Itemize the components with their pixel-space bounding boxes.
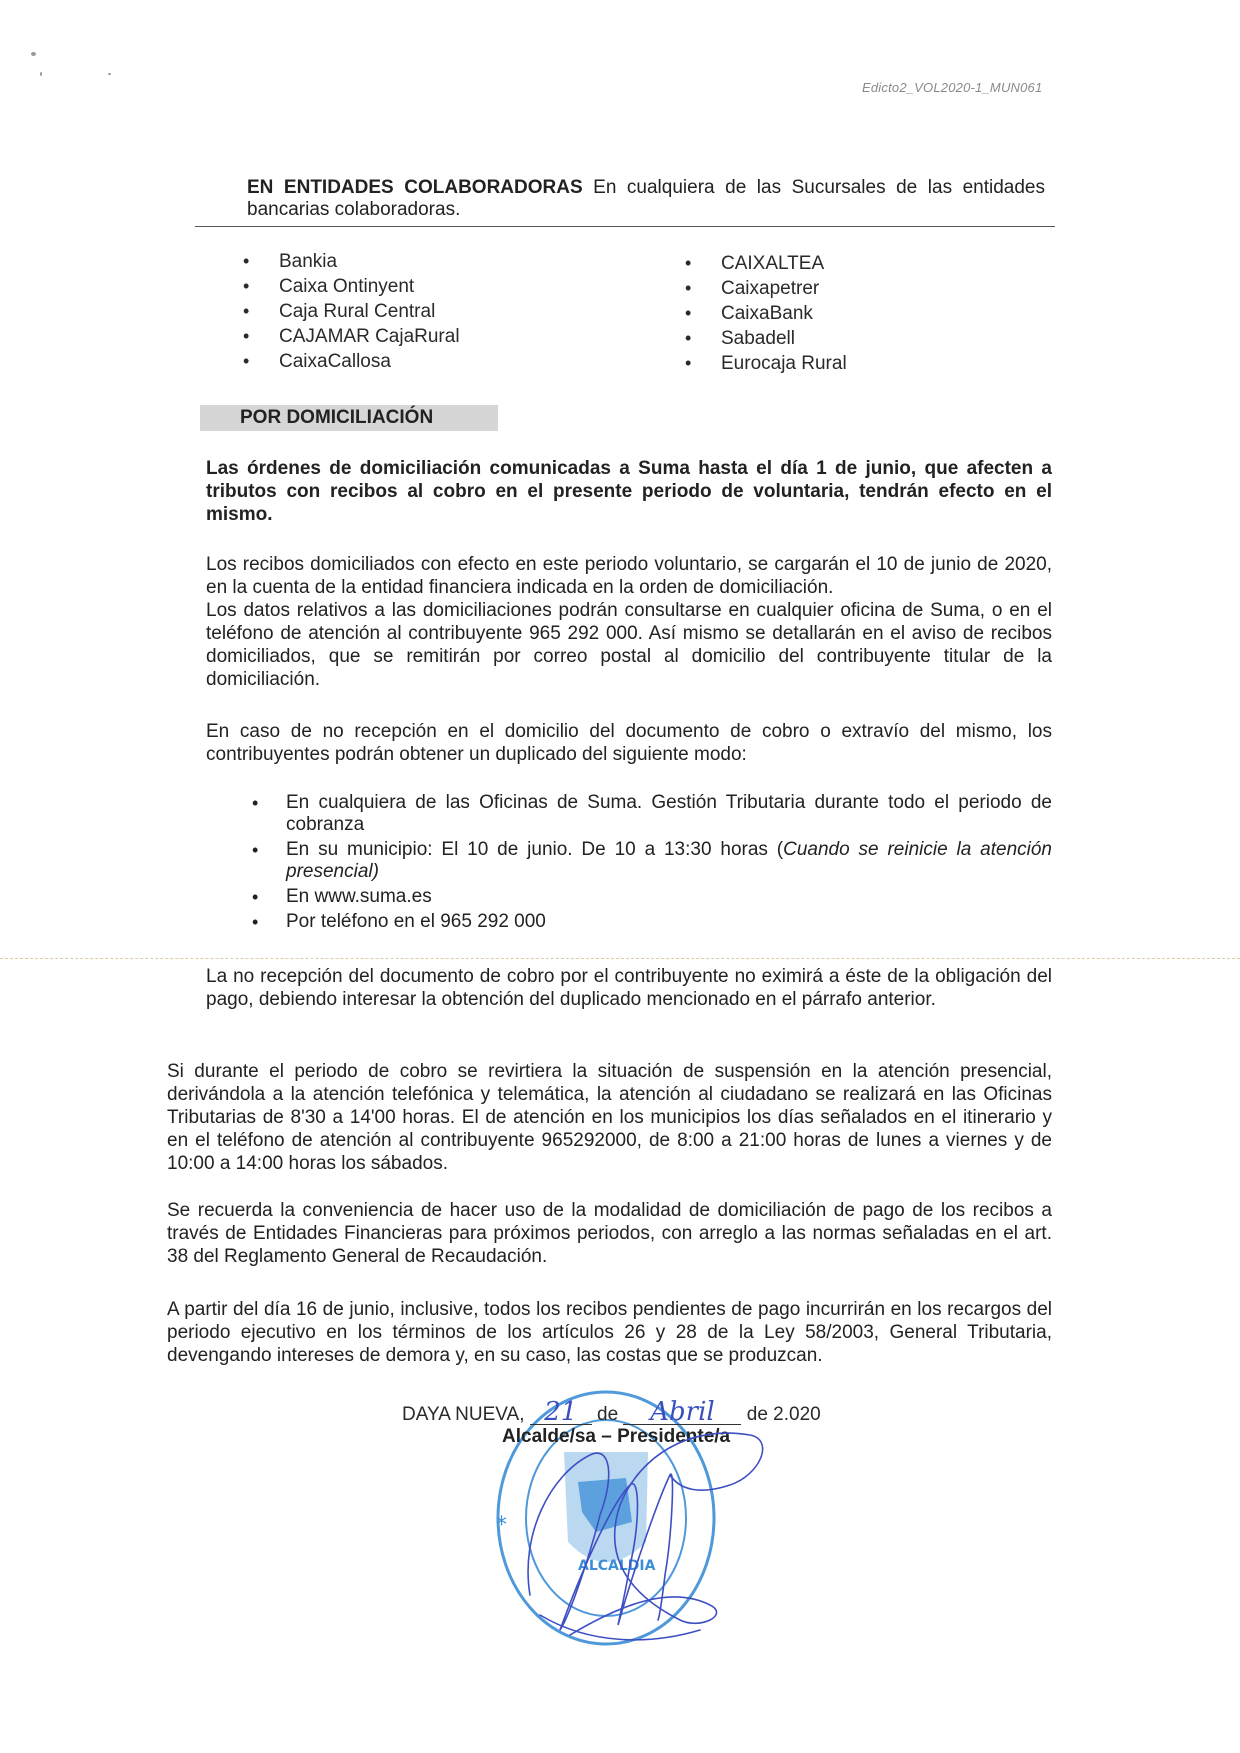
entidades-heading: EN ENTIDADES COLABORADORAS (247, 177, 583, 198)
signature-year: de 2.020 (746, 1404, 821, 1425)
duplicado-intro: En caso de no recepción en el domicilio del documento de cobro o extravío del mismo, los contribuyentes podrán obtener un duplicado del siguiente modo: (206, 721, 1052, 765)
duplicado-option (250, 886, 1052, 908)
signature-day: 21 (530, 1400, 592, 1425)
signature-title: Alcalde/sa – Presidente/a (502, 1426, 731, 1447)
paragraph-reapertura: Si durante el periodo de cobro se revirtiera la situación de suspensión en la atención presencial, derivándola a la atención telefónica y telemática, la atención al ciudadano se realizará en las Oficinas Tributarias de 8'30 a 14'00 horas. El de atención en los municipios los días señalados en el itinerario y en el teléfono de atención al contribuyente 965292000, de 8:00 a 21:00 horas de lunes a viernes y de 10:00 a 14:00 horas los sábados. (167, 1061, 1052, 1174)
signature-month: Abril (623, 1400, 741, 1425)
bank-list-right (683, 251, 983, 376)
stamp-center-text: ALCALDIA (578, 1558, 656, 1574)
stamp-star: * (496, 1513, 507, 1538)
bank-item: • Caixa Ontinyent (241, 274, 541, 299)
duplicado-option (250, 911, 1052, 933)
bank-item: • CaixaCallosa (241, 349, 541, 374)
handwritten-signature (500, 1415, 780, 1655)
scan-speck (108, 73, 111, 75)
duplicado-option (250, 839, 1052, 883)
domiciliacion-bold-paragraph: Las órdenes de domiciliación comunicadas a Suma hasta el día 1 de junio, que afecten a tributos con recibos al cobro en el presente periodo de voluntaria, tendrán efecto en el mismo. (206, 458, 1052, 525)
domiciliacion-paragraph-2: Los datos relativos a las domiciliaciones podrán consultarse en cualquier oficina de Suma, o en el teléfono de atención al contribuyente 965 292 000. Así mismo se detallarán en el aviso de recibos domiciliados, que se remitirán por correo postal al domicilio del contribuyente titular de la domiciliación. (206, 600, 1052, 690)
bank-item: • Caja Rural Central (241, 299, 541, 324)
entidades-intro (247, 177, 1045, 221)
bank-item: • CaixaBank (683, 301, 983, 326)
domiciliacion-paragraph-1: Los recibos domiciliados con efecto en este periodo voluntario, se cargarán el 10 de junio de 2020, en la cuenta de la entidad financiera indicada en la orden de domiciliación. (206, 554, 1052, 598)
document-reference: Edicto2_VOL2020-1_MUN061 (862, 80, 1043, 95)
signature-de: de (597, 1404, 619, 1425)
option-text: En www.suma.es (286, 886, 432, 907)
bank-item: • CAIXALTEA (683, 251, 983, 276)
bank-item: • Sabadell (683, 326, 983, 351)
domiciliacion-heading: POR DOMICILIACIÓN (200, 405, 498, 431)
paragraph-periodo-ejecutivo: A partir del día 16 de junio, inclusive, todos los recibos pendientes de pago incurrirán en los recargos del periodo ejecutivo en los términos de los artículos 26 y 28 de la Ley 58/2003, General Tributaria, devengando intereses de demora y, en su caso, las costas que se produzcan. (167, 1299, 1052, 1366)
duplicado-options (250, 792, 1052, 936)
bank-item: • CAJAMAR CajaRural (241, 324, 541, 349)
bank-list-left (241, 249, 541, 374)
scan-speck (31, 52, 36, 56)
option-text: En cualquiera de las Oficinas de Suma. Gestión Tributaria durante todo el periodo de cobranza (286, 792, 1052, 835)
option-text: En su municipio: El 10 de junio. De 10 a 13:30 horas ( (286, 839, 784, 860)
option-italic-note: Cuando se reinicie la atención presencial) (286, 839, 1052, 882)
section-divider (195, 226, 1055, 227)
bank-item: • Bankia (241, 249, 541, 274)
scan-speck (40, 72, 42, 76)
signature-place: DAYA NUEVA, (402, 1404, 525, 1425)
entidades-intro-text: En cualquiera de las Sucursales de las entidades bancarias colaboradoras. (247, 177, 1045, 220)
bank-item: • Caixapetrer (683, 276, 983, 301)
duplicado-note: La no recepción del documento de cobro por el contribuyente no eximirá a éste de la obligación del pago, debiendo interesar la obtención del duplicado mencionado en el párrafo anterior. (206, 966, 1052, 1010)
option-text: Por teléfono en el 965 292 000 (286, 911, 546, 932)
paragraph-domiciliacion-recuerdo: Se recuerda la conveniencia de hacer uso de la modalidad de domiciliación de pago de los recibos a través de Entidades Financieras para próximos periodos, con arreglo a las normas señaladas en el art. 38 del Reglamento General de Recaudación. (167, 1200, 1052, 1267)
scan-fold-line (0, 958, 1240, 959)
duplicado-option (250, 792, 1052, 836)
bank-item: • Eurocaja Rural (683, 351, 983, 376)
